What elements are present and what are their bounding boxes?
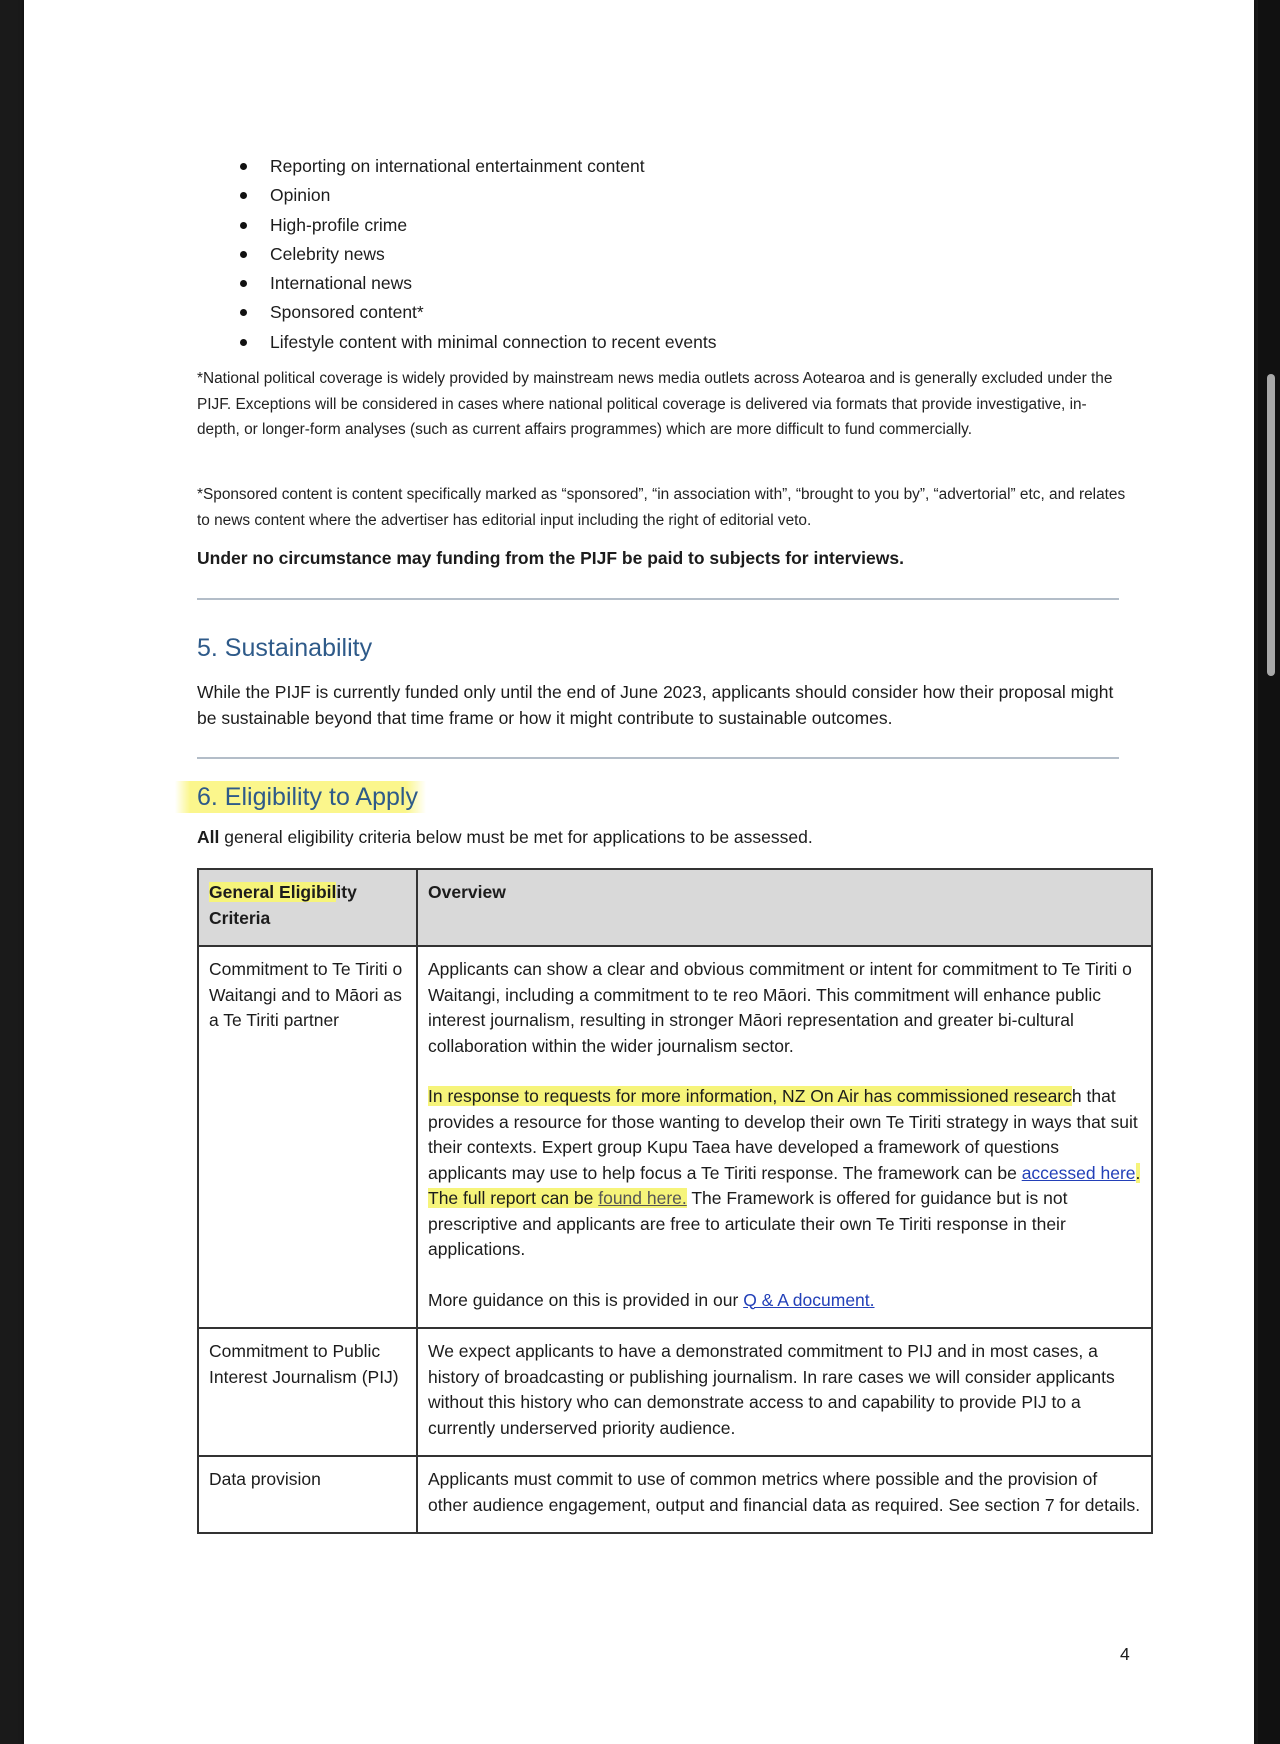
overview-paragraph [428, 1288, 1141, 1314]
table-header-row [198, 869, 1152, 946]
list-item: Reporting on international entertainment content [214, 152, 716, 181]
column-header-overview: Overview [417, 869, 1152, 946]
paragraph-text: The Framework is offered for guidance but is not prescriptive and applicants are free to articulate their own Te Tiriti response in their applications. [428, 1188, 1068, 1259]
document-page [24, 0, 1254, 1744]
overview-cell: We expect applicants to have a demonstrated commitment to PIJ and in most cases, a history of broadcasting or publishing journalism. In rare cases we will consider applicants without this history who can demonstrate access to and capability to provide PIJ to a currently underserved priority audience. [417, 1328, 1152, 1456]
header-highlight: General Eligibil [209, 882, 337, 902]
scrollbar-thumb[interactable] [1267, 374, 1275, 676]
criteria-cell: Data provision [198, 1456, 417, 1533]
eligibility-intro [197, 827, 813, 848]
eligibility-heading-text: 6. Eligibility to Apply [175, 781, 426, 813]
overview-cell [417, 946, 1152, 1328]
highlighted-text: In response to requests for more information, NZ On Air has commissioned researc [428, 1086, 1072, 1106]
highlighted-text: . The full report can be [428, 1162, 1141, 1208]
criteria-cell: Commitment to Public Interest Journalism (PIJ) [198, 1328, 417, 1456]
paragraph-text: More guidance on this is provided in our [428, 1289, 744, 1310]
list-item: Lifestyle content with minimal connection to recent events [214, 328, 716, 357]
table-row [198, 1328, 1152, 1456]
list-item: Sponsored content* [214, 298, 716, 327]
political-coverage-note: *National political coverage is widely provided by mainstream news media outlets across Aotearoa and is generally excluded under the PIJF. Exceptions will be considered in cases where national political coverage is delivered via formats that provide investigative, in-depth, or longer-form analyses (such as current affairs programmes) which are more difficult to fund commercially. [197, 370, 1113, 438]
table-row [198, 1456, 1152, 1533]
full-report-link[interactable]: found here. [598, 1188, 687, 1208]
intro-emphasis: All [197, 827, 220, 847]
eligibility-heading [197, 783, 426, 812]
scrollbar[interactable] [1258, 0, 1280, 1744]
list-item: High-profile crime [214, 211, 716, 240]
framework-link[interactable]: accessed here [1021, 1162, 1136, 1183]
interview-payment-warning: Under no circumstance may funding from the PIJF be paid to subjects for interviews. [197, 548, 904, 568]
page-number: 4 [1120, 1644, 1130, 1664]
overview-paragraph: Applicants can show a clear and obvious commitment or intent for commitment to Te Tiriti o Waitangi, including a commitment to te reo Māori. This commitment will enhance public interest journalism, resulting in stronger Māori representation and greater bi-cultural collaboration within the wider journalism sector. [428, 959, 1132, 1056]
overview-paragraph [428, 1084, 1141, 1263]
list-item: Celebrity news [214, 240, 716, 269]
sponsored-content-note: *Sponsored content is content specifically marked as “sponsored”, “in association with”, “brought to you by”, “advertorial” etc, and relates to news content where the advertiser has editorial input including the right of editorial veto. [197, 486, 1126, 529]
sustainability-text: While the PIJF is currently funded only until the end of June 2023, applicants should consider how their proposal might be sustainable beyond that time frame or how it might contribute to sustainable outcomes. [197, 682, 1114, 728]
column-header-criteria [198, 869, 417, 946]
header-text: ity Criteria [209, 882, 357, 928]
section-divider [197, 598, 1119, 600]
section-divider [197, 757, 1119, 759]
criteria-cell: Commitment to Te Tiriti o Waitangi and to Māori as a Te Tiriti partner [198, 946, 417, 1328]
intro-text: general eligibility criteria below must be met for applications to be assessed. [219, 827, 813, 847]
sustainability-heading: 5. Sustainability [197, 634, 373, 662]
list-item: International news [214, 269, 716, 298]
qa-document-link[interactable]: Q & A document. [743, 1289, 875, 1310]
excluded-content-list [214, 152, 716, 357]
overview-cell: Applicants must commit to use of common metrics where possible and the provision of other audience engagement, output and financial data as required. See section 7 for details. [417, 1456, 1152, 1533]
paragraph-text: h that provides a resource for those wanting to develop their own Te Tiriti strategy in ways that suit their contexts. Expert group Kupu Taea have developed a framework of questions applicants may use to help focus a Te Tiriti response. The framework can be [428, 1086, 1138, 1183]
table-row [198, 946, 1152, 1328]
list-item: Opinion [214, 181, 716, 210]
eligibility-criteria-table [197, 868, 1153, 1534]
